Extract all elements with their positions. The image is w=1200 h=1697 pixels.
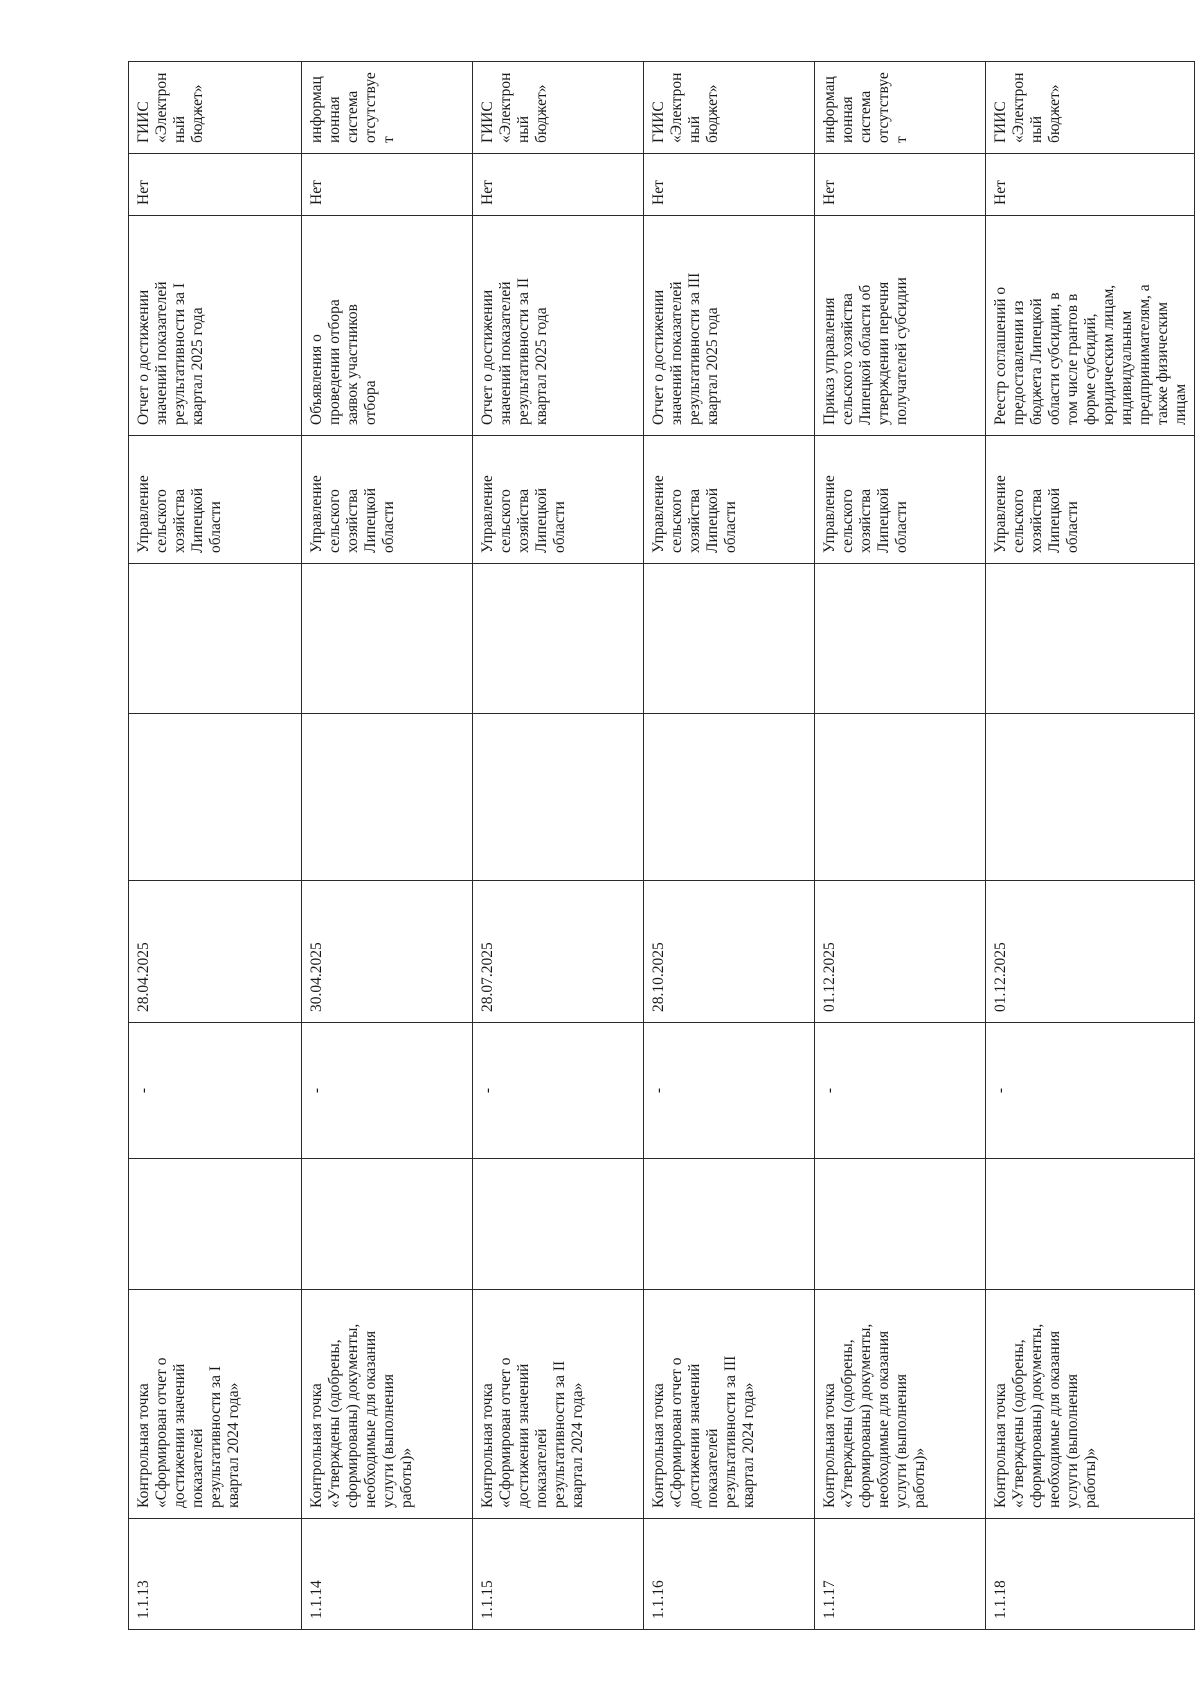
control-point-name-cell (473, 1290, 644, 1519)
information-system-cell (986, 62, 1195, 154)
responsible-cell (986, 436, 1195, 564)
empty-column-6-cell (129, 714, 302, 881)
result-document: Отчет о достижении значений показателей результативности за II квартал 2025 года (479, 277, 550, 425)
table-row (986, 62, 1195, 1630)
table-row (302, 62, 473, 1630)
row-number: 1.1.17 (821, 1580, 838, 1619)
responsible-cell (129, 436, 302, 564)
row-number: 1.1.16 (650, 1580, 667, 1619)
result-document-cell (815, 216, 986, 436)
end-date: 30.04.2025 (308, 942, 325, 1012)
result-document: Реестр соглашений о предоставлении из бюджета Липецкой области субсидии, в том числе грантов в форме субсидий, юридическим лицам, индивидуальным предпринимателям, а также физическим лицам (992, 284, 1189, 425)
start-date: - (479, 1087, 496, 1094)
control-point-name-cell (129, 1290, 302, 1519)
base-value-cell (986, 1159, 1195, 1290)
row-number-cell (815, 1519, 986, 1630)
empty-column-6-cell (473, 714, 644, 881)
base-value-cell (815, 1159, 986, 1290)
control-point-name: Контрольная точка «Сформирован отчет о достижении значений показателей результативности за II квартал 2024 года» (479, 1357, 586, 1508)
empty-column-6-cell (644, 714, 815, 881)
information-system-cell (302, 62, 473, 154)
information-system: информационная система отсутствует (821, 72, 910, 143)
result-document-cell (302, 216, 473, 436)
flag-cell (473, 154, 644, 216)
result-document-cell (473, 216, 644, 436)
control-point-name-cell (644, 1290, 815, 1519)
row-number-cell (644, 1519, 815, 1630)
result-document-cell (129, 216, 302, 436)
information-system-cell (129, 62, 302, 154)
table-row (473, 62, 644, 1630)
result-document-cell (644, 216, 815, 436)
start-date-cell (473, 1023, 644, 1159)
responsible-cell (815, 436, 986, 564)
start-date-cell (129, 1023, 302, 1159)
information-system-cell (644, 62, 815, 154)
end-date-cell (986, 881, 1195, 1023)
base-value-cell (644, 1159, 815, 1290)
row-number: 1.1.13 (135, 1580, 152, 1619)
information-system: ГИИС «Электронный бюджет» (992, 72, 1063, 143)
row-number-cell (986, 1519, 1195, 1630)
empty-column-7-cell (302, 564, 473, 714)
flag-cell (644, 154, 815, 216)
information-system: ГИИС «Электронный бюджет» (479, 72, 550, 143)
responsible-cell (473, 436, 644, 564)
empty-column-7-cell (986, 564, 1195, 714)
flag-value: Нет (308, 180, 325, 205)
responsible-executor: Управление сельского хозяйства Липецкой области (821, 475, 910, 553)
flag-value: Нет (135, 180, 152, 205)
table-row (129, 62, 302, 1630)
responsible-executor: Управление сельского хозяйства Липецкой области (992, 475, 1081, 553)
flag-value: Нет (650, 180, 667, 205)
end-date: 28.07.2025 (479, 942, 496, 1012)
result-document: Отчет о достижении значений показателей результативности за III квартал 2025 года (650, 272, 721, 425)
information-system: информационная система отсутствует (308, 72, 397, 143)
information-system-cell (473, 62, 644, 154)
row-number: 1.1.18 (992, 1580, 1009, 1619)
empty-column-7-cell (129, 564, 302, 714)
responsible-executor: Управление сельского хозяйства Липецкой области (135, 475, 224, 553)
result-document: Отчет о достижении значений показателей результативности за I квартал 2025 года (135, 281, 206, 425)
end-date-cell (302, 881, 473, 1023)
end-date-cell (815, 881, 986, 1023)
empty-column-6-cell (815, 714, 986, 881)
flag-value: Нет (992, 180, 1009, 205)
table-row (644, 62, 815, 1630)
start-date: - (992, 1087, 1009, 1094)
flag-cell (302, 154, 473, 216)
flag-cell (815, 154, 986, 216)
start-date-cell (644, 1023, 815, 1159)
row-number: 1.1.14 (308, 1580, 325, 1619)
information-system: ГИИС «Электронный бюджет» (650, 72, 721, 143)
row-number-cell (302, 1519, 473, 1630)
responsible-cell (302, 436, 473, 564)
control-point-name: Контрольная точка «Утверждены (одобрены, сформированы) документы, необходимые для оказания услуги (выполнения работы)» (308, 1323, 415, 1508)
result-document: Объявления о проведении отбора заявок участников отбора (308, 299, 379, 425)
result-document-cell (986, 216, 1195, 436)
end-date-cell (644, 881, 815, 1023)
responsible-executor: Управление сельского хозяйства Липецкой области (650, 475, 739, 553)
end-date: 01.12.2025 (992, 942, 1009, 1012)
information-system: ГИИС «Электронный бюджет» (135, 72, 206, 143)
control-points-table (128, 61, 1195, 1630)
start-date: - (650, 1087, 667, 1094)
end-date: 01.12.2025 (821, 942, 838, 1012)
control-point-name-cell (815, 1290, 986, 1519)
end-date-cell (473, 881, 644, 1023)
control-point-name-cell (302, 1290, 473, 1519)
flag-value: Нет (821, 180, 838, 205)
start-date-cell (986, 1023, 1195, 1159)
control-point-name-cell (986, 1290, 1195, 1519)
end-date: 28.10.2025 (650, 942, 667, 1012)
flag-value: Нет (479, 180, 496, 205)
table-row (815, 62, 986, 1630)
rotated-document-page (128, 62, 1189, 1630)
start-date: - (135, 1087, 152, 1094)
responsible-cell (644, 436, 815, 564)
responsible-executor: Управление сельского хозяйства Липецкой области (308, 475, 397, 553)
responsible-executor: Управление сельского хозяйства Липецкой области (479, 475, 568, 553)
empty-column-7-cell (473, 564, 644, 714)
empty-column-6-cell (302, 714, 473, 881)
flag-cell (986, 154, 1195, 216)
empty-column-6-cell (986, 714, 1195, 881)
start-date: - (308, 1087, 325, 1094)
end-date-cell (129, 881, 302, 1023)
empty-column-7-cell (815, 564, 986, 714)
control-point-name: Контрольная точка «Утверждены (одобрены, сформированы) документы, необходимые для оказания услуги (выполнения работы)» (992, 1323, 1099, 1508)
start-date: - (821, 1087, 838, 1094)
empty-column-7-cell (644, 564, 815, 714)
start-date-cell (302, 1023, 473, 1159)
control-point-name: Контрольная точка «Сформирован отчет о достижении значений показателей результативности за III квартал 2024 года» (650, 1355, 757, 1508)
control-point-name: Контрольная точка «Утверждены (одобрены, сформированы) документы, необходимые для оказания услуги (выполнения работы)» (821, 1323, 928, 1508)
information-system-cell (815, 62, 986, 154)
flag-cell (129, 154, 302, 216)
row-number-cell (129, 1519, 302, 1630)
control-point-name: Контрольная точка «Сформирован отчет о достижении значений показателей результативности за I квартал 2024 года» (135, 1357, 242, 1508)
start-date-cell (815, 1023, 986, 1159)
row-number-cell (473, 1519, 644, 1630)
base-value-cell (302, 1159, 473, 1290)
end-date: 28.04.2025 (135, 942, 152, 1012)
base-value-cell (129, 1159, 302, 1290)
row-number: 1.1.15 (479, 1580, 496, 1619)
result-document: Приказ управления сельского хозяйства Липецкой области об утверждении перечня получателей субсидии (821, 277, 910, 425)
base-value-cell (473, 1159, 644, 1290)
